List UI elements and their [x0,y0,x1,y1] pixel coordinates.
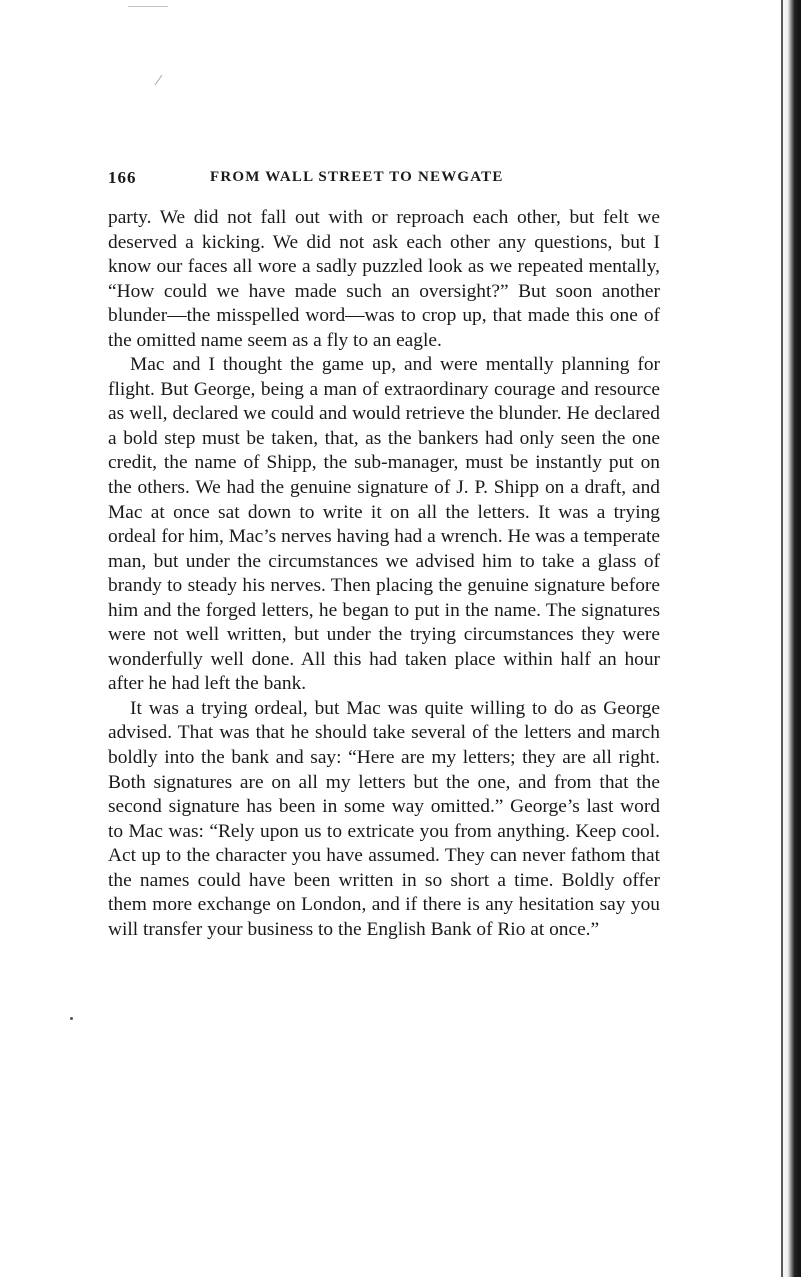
body-text [108,206,660,942]
paragraph-3: It was a trying ordeal, but Mac was quite willing to do as George advised. That was that he should take several of the letters and march boldly into the bank and say: “Here are my letters; they are all right. Both signatures are on all my letters but the one, and from that the second signature has been in some way omitted.” George’s last word to Mac was: “Rely upon us to extricate you from anything. Keep cool. Act up to the character you have assumed. They can never fathom that the names could have been written in so short a time. Boldly offer them more exchange on London, and if there is any hesitation say you will transfer your business to the English Bank of Rio at once.” [108,697,660,940]
scan-artifact-dot [70,1017,73,1020]
page-header [108,168,662,190]
paragraph-1: party. We did not fall out with or reproach each other, but felt we deserved a kicking. We did not ask each other any questions, but I know our faces all wore a sadly puzzled look as we repeated mentally, “How could we have made such an oversight?” But soon another blunder—the misspelled word—was to crop up, that made this one of the omitted name seem as a fly to an eagle. [108,207,660,351]
scan-artifact-top [128,2,168,7]
page-edge-line [781,0,783,1277]
paragraph-2: Mac and I thought the game up, and were mentally planning for flight. But George, being a man of extraordinary courage and resource as well, declared we could and would retrieve the blunder. He declared a bold step must be taken, that, as the bankers had only seen the one credit, the name of Shipp, the sub-manager, must be instantly put on the others. We had the genuine signature of J. P. Shipp on a draft, and Mac at once sat down to write it on all the letters. It was a trying ordeal for him, Mac’s nerves having had a wrench. He was a temperate man, but under the circumstances we advised him to take a glass of brandy to steady his nerves. Then placing the genuine signature before him and the forged letters, he began to put in the name. The signatures were not well written, but under the trying circumstances they were wonderfully well done. All this had taken place within half an hour after he had left the bank. [108,354,660,695]
scan-artifact-tick [155,75,163,85]
page-number: 166 [108,168,137,187]
running-title: FROM WALL STREET TO NEWGATE [210,169,504,185]
